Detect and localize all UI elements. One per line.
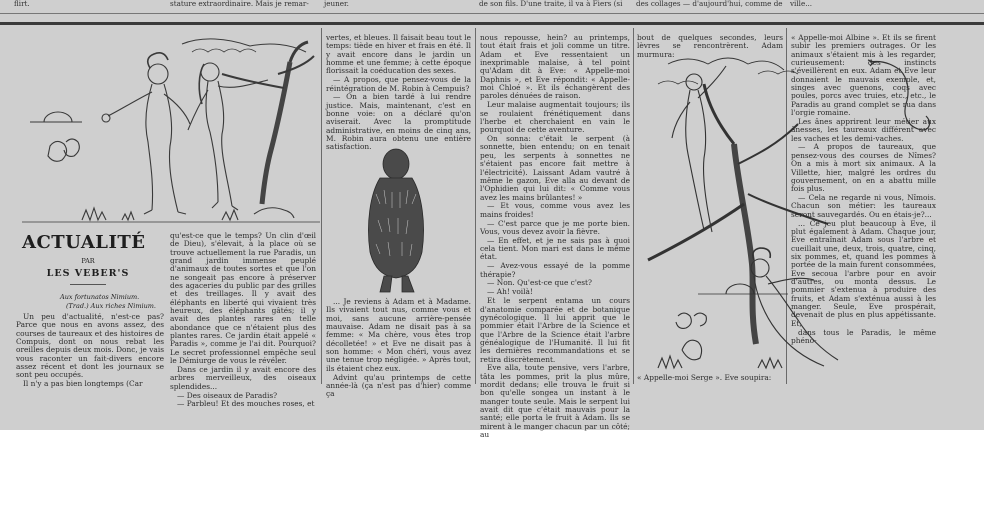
column-rule — [475, 28, 476, 384]
serpent-illustration — [866, 56, 934, 140]
paragraph: — Parbleu! Et des mouches roses, et — [177, 399, 315, 409]
paragraph: Les ânes apprirent leur métier aux ânesses, les taureaux différent avec les vaches et les demi-vaches. — [791, 116, 936, 143]
paragraph: — Cela ne regarde ni vous, Nîmois. Chacun son métier: les taureaux seront sauvegardés. Ou en étais-je?... — [791, 193, 936, 219]
paragraph: — On a bien tardé à lui rendre justice. Mais, maintenant, c'est en bonne voie: on a déclaré qu'on aviserait. Avec la promptitude administrative, en moins de cinq ans, M. Robin aura obtenu une entière satisfaction. — [326, 92, 471, 152]
column-2-text — [170, 231, 316, 409]
paragraph: Il n'y a pas bien longtemps (Car — [23, 379, 143, 389]
paragraph: — Des oiseaux de Paradis? — [177, 390, 278, 400]
paragraph: Dans ce jardin il y avait encore des arbres merveilleux, des oiseaux splendides... — [170, 365, 316, 391]
column-3-text-bottom — [326, 297, 471, 399]
dedication-2: (Trad.) Aux riches Nimium. — [66, 302, 156, 310]
paragraph: — Et vous, comme vous avez les mains froides! — [480, 201, 630, 219]
top-snippet-6: ville... — [790, 0, 813, 8]
column-4-text — [480, 33, 630, 440]
top-snippet-2: stature extraordinaire. Mais je remar- — [170, 0, 309, 8]
top-snippet-4: de son fils. D'une traite, il va à Fiers (si — [479, 0, 623, 8]
column-5-text-bottom — [637, 374, 783, 384]
paragraph: Eve alla, toute pensive, vers l'arbre, tâta les pommes, prit la plus mûre, mordit dedans; elle trouva le fruit si bon qu'elle songea un instant à le manger toute seule. Mais le serpent lui avait dit que c'était mauvais pour la santé; elle porta le fruit à Adam. Ils se mirent à le manger chacun par un côté; au — [480, 363, 630, 440]
adam-eve-illustration — [22, 34, 320, 226]
article-title: ACTUALITÉ — [22, 232, 146, 253]
paragraph: nous repousse, hein? au printemps, tout était frais et joli comme un titre. Adam et Eve ressentaient un inexprimable malaise, à tel point qu'Adam dit à Eve: « Appelle-moi Daphnis », et Eve répondit: « Appelle-moi Chloé ». Et ils échangèrent des paroles dénuées de raison. — [480, 33, 630, 101]
paragraph: — C'est parce que je me porte bien. Vous, vous devez avoir la fièvre. — [480, 218, 630, 236]
hairy-figure-illustration — [356, 144, 436, 296]
paragraph: qu'est-ce que le temps? Un clin d'œil de Dieu), s'élevait, à la place où se trouve actuellement la rue Paradis, un grand jardin immense peuplé d'animaux de toutes sortes et que l'on ne songeait pas encore à préserver des agaceries du public par des grilles et des treillages. Il y avait des éléphants en liberté qui vivaient très heureux, des éléphants gâtés; il y avait des plantes rares en telle abondance que ce n'étaient plus des plantes rares. Ce jardin était appelé « Paradis », comme je l'ai dit. Pourquoi? Le secret professionnel empêche seul le Démiurge de vous le révéler. — [170, 231, 316, 366]
paragraph: ... Je reviens à Adam et à Madame. Ils vivaient tout nus, comme vous et moi, sans aucune arrière-pensée mauvaise. Adam ne disait pas à sa femme: « Ma chère, vous êtes trop décolletée! » et Eve ne disait pas à son homme: « Mon chéri, vous avez une tenue trop négligée. » Après tout, ils étaient chez eux. — [326, 297, 471, 373]
paragraph: On sonna: c'était le serpent (à sonnette, bien entendu; on en tenait peu, les serpents à sonnettes ne s'étaient pas encore fait mettre à l'électricité). Laissant Adam vautré à même le gazon, Eve alla au devant de l'Ophidien qui lui dit: « Comme vous avez les mains brûlantes! » — [480, 134, 630, 202]
column-rule — [633, 28, 634, 384]
column-1-text — [16, 312, 164, 389]
paragraph: « Appelle-moi Serge ». Eve soupira: — [637, 373, 772, 382]
paragraph: — Avez-vous essayé de la pomme thérapie? — [480, 261, 630, 279]
paragraph: bout de quelques secondes, leurs lèvres se rencontrèrent. Adam murmura: — [637, 33, 783, 59]
paragraph: ... Ce jeu plut beaucoup à Eve, il plut également à Adam. Chaque jour, Eve entraînait Adam sous l'arbre et cueillait une, deux, trois, quatre, cinq, six pommes, et, quand les pommes à portée de la main furent consommées, Eve secoua l'arbre pour en avoir d'autres, ou monta dessus. Le pommier s'extenua à produire des fruits, et Adam s'exténua aussi à les manger. Seule, Eve prospérait, devenait de plus en plus appétissante. Et, — [791, 218, 936, 328]
top-snippet-5: des collages — d'aujourd'hui, comme de — [636, 0, 783, 8]
paragraph: Et le serpent entama un cours d'anatomie comparée et de botanique gynécologique. Il lui apprit que le pommier était l'Arbre de la Science et que l'Arbre de la Science était l'arbre généalogique de l'Humanité. Il lui fit les dernières recommandations et se retira discrètement. — [480, 296, 630, 364]
byline-rule — [70, 284, 106, 285]
dedication-1: Aux fortunatos Nimium. — [60, 293, 140, 301]
paragraph: Un peu d'actualité, n'est-ce pas? Parce que nous en avons assez, des courses de taureaux et des histoires de Compuis, dont on nous rebat les oreilles depuis deux mois. Donc, je vais vous raconter un fait-divers encore assez récent et dont les journaux se sont peu occupés. — [16, 312, 164, 380]
column-3-text-top — [326, 33, 471, 152]
paragraph: — A propos, que pensez-vous de la réintégration de M. Robin à Cempuis? — [326, 75, 471, 93]
paragraph: dans tous le Paradis, le même phéno- — [791, 327, 936, 345]
byline-authors: LES VEBER'S — [46, 268, 130, 279]
paragraph: — A propos de taureaux, que pensez-vous des courses de Nîmes? On a mis à mort six animaux. A la Villette, hier, malgré les ordres du gouvernement, on en a abattu mille fois plus. — [791, 142, 936, 194]
paragraph: Leur malaise augmentait toujours; ils se roulaient frénétiquement dans l'herbe et cherchaient en vain le pourquoi de cette aventure. — [480, 100, 630, 135]
top-snippet-3: jeuner. — [324, 0, 349, 8]
column-rule — [321, 28, 322, 384]
paragraph: « Appelle-moi Albine ». Et ils se firent subir les premiers outrages. Or les animaux s'étaient mis à les regarder, curieusement: des instincts s'éveillèrent en eux. Adam et Eve leur donnaient le mauvais exemple, et, singes avec guenons, coqs avec poules, porcs avec truies, etc., etc., le Paradis au grand complet se rua dans l'orgie romaine. — [791, 33, 936, 118]
column-5-text-top — [637, 33, 783, 59]
top-snippet-1: flirt. — [14, 0, 30, 8]
section-rule — [0, 22, 984, 25]
paragraph: — Non. Qu'est-ce que c'est? — [487, 278, 592, 288]
byline-par: PAR — [81, 257, 95, 265]
paragraph: — En effet, et je ne sais pas à quoi cela tient. Mon mari est dans le même état. — [480, 235, 630, 262]
paragraph: — Ah! voilà! — [487, 287, 533, 297]
top-rule — [0, 13, 984, 14]
paragraph: Advint qu'au printemps de cette année-là (ça n'est pas d'hier) comme ça — [326, 372, 471, 399]
paragraph: vertes, et bleues. Il faisait beau tout le temps: tiède en hiver et frais en été. Il y avait encore dans le jardin un homme et une femme; à cette époque florissait la coéducation des sexes. — [326, 33, 471, 76]
